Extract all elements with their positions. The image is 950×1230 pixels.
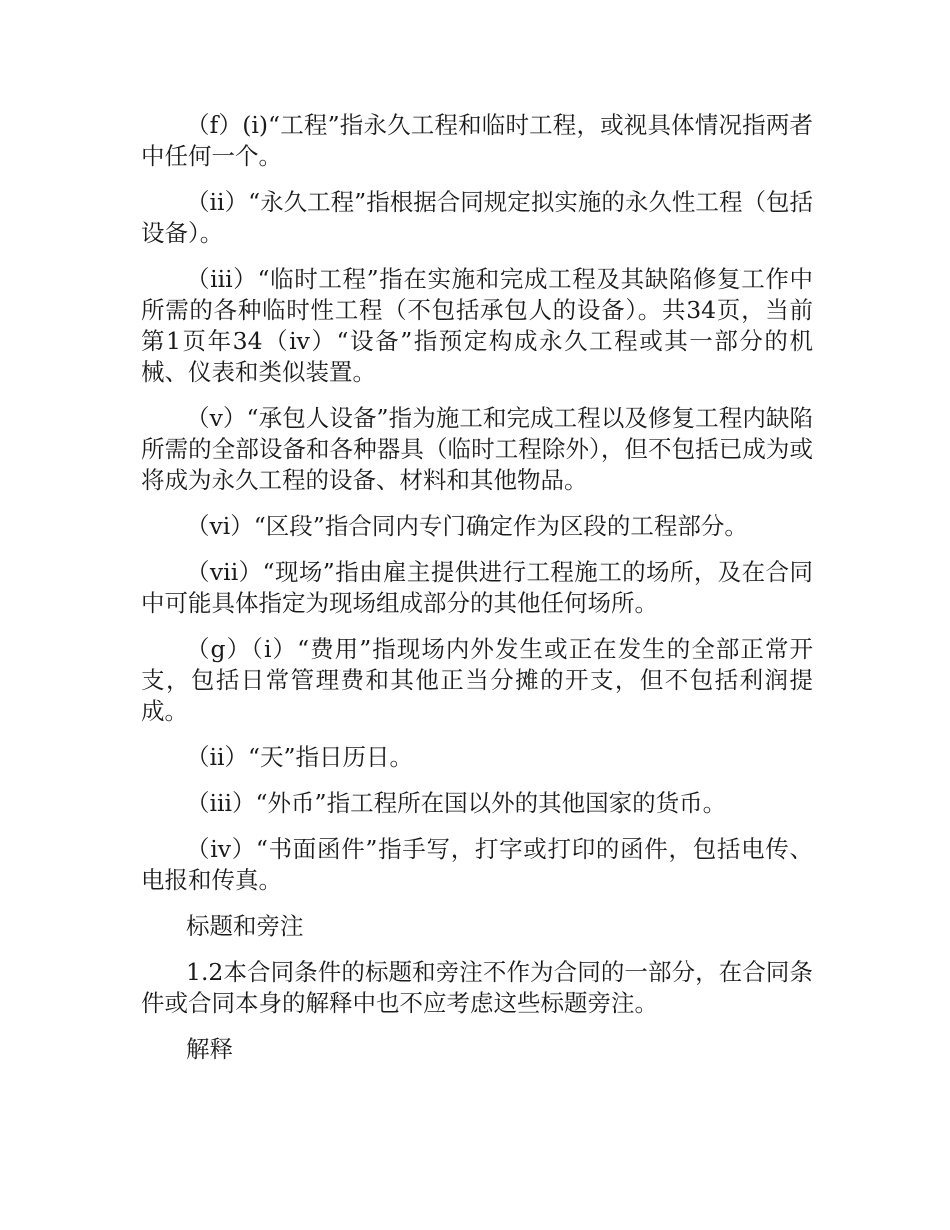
paragraph-vi-section: （vi）“区段”指合同内专门确定作为区段的工程部分。 — [186, 512, 748, 540]
paragraph-f-i-works: （f）(i)“工程”指永久工程和临时工程，或视具体情况指两者中任何一个。 — [141, 111, 813, 170]
heading-headings-and-marginal-notes: 标题和旁注 — [186, 912, 304, 940]
paragraph-1-2-headings: 1.2本合同条件的标题和旁注不作为合同的一部分，在合同条件或合同本身的解释中也不应考虑这些标题旁注。 — [141, 958, 813, 1017]
paragraph-vii-site: （vii）“现场”指由雇主提供进行工程施工的场所，及在合同中可能具体指定为现场组成部分的其他任何场所。 — [141, 558, 813, 617]
heading-interpretation: 解释 — [186, 1035, 233, 1063]
paragraph-v-contractor-equipment: （v）“承包人设备”指为施工和完成工程以及修复工程内缺陷所需的全部设备和各种器具（临时工程除外），但不包括已成为或将成为永久工程的设备、材料和其他物品。 — [141, 404, 813, 494]
paragraph-ii-day: （ii）“天”指日历日。 — [186, 743, 414, 771]
document-body — [141, 110, 813, 1080]
paragraph-ii-permanent-works: （ii）“永久工程”指根据合同规定拟实施的永久性工程（包括设备）。 — [141, 188, 813, 247]
paragraph-iii-temporary-works: （iii）“临时工程”指在实施和完成工程及其缺陷修复工作中所需的各种临时性工程（不包括承包人的设备）。共34页，当前第1页年34（iv）“设备”指预定构成永久工程或其一部分的机械、仪表和类似装置。 — [141, 265, 813, 386]
paragraph-iv-in-writing: （iv）“书面函件”指手写，打字或打印的函件，包括电传、电报和传真。 — [141, 835, 813, 894]
paragraph-iii-foreign-currency: （iii）“外币”指工程所在国以外的其他国家的货币。 — [186, 789, 727, 817]
paragraph-g-i-cost: （g）（i）“费用”指现场内外发生或正在发生的全部正常开支，包括日常管理费和其他正当分摊的开支，但不包括利润提成。 — [141, 635, 813, 725]
